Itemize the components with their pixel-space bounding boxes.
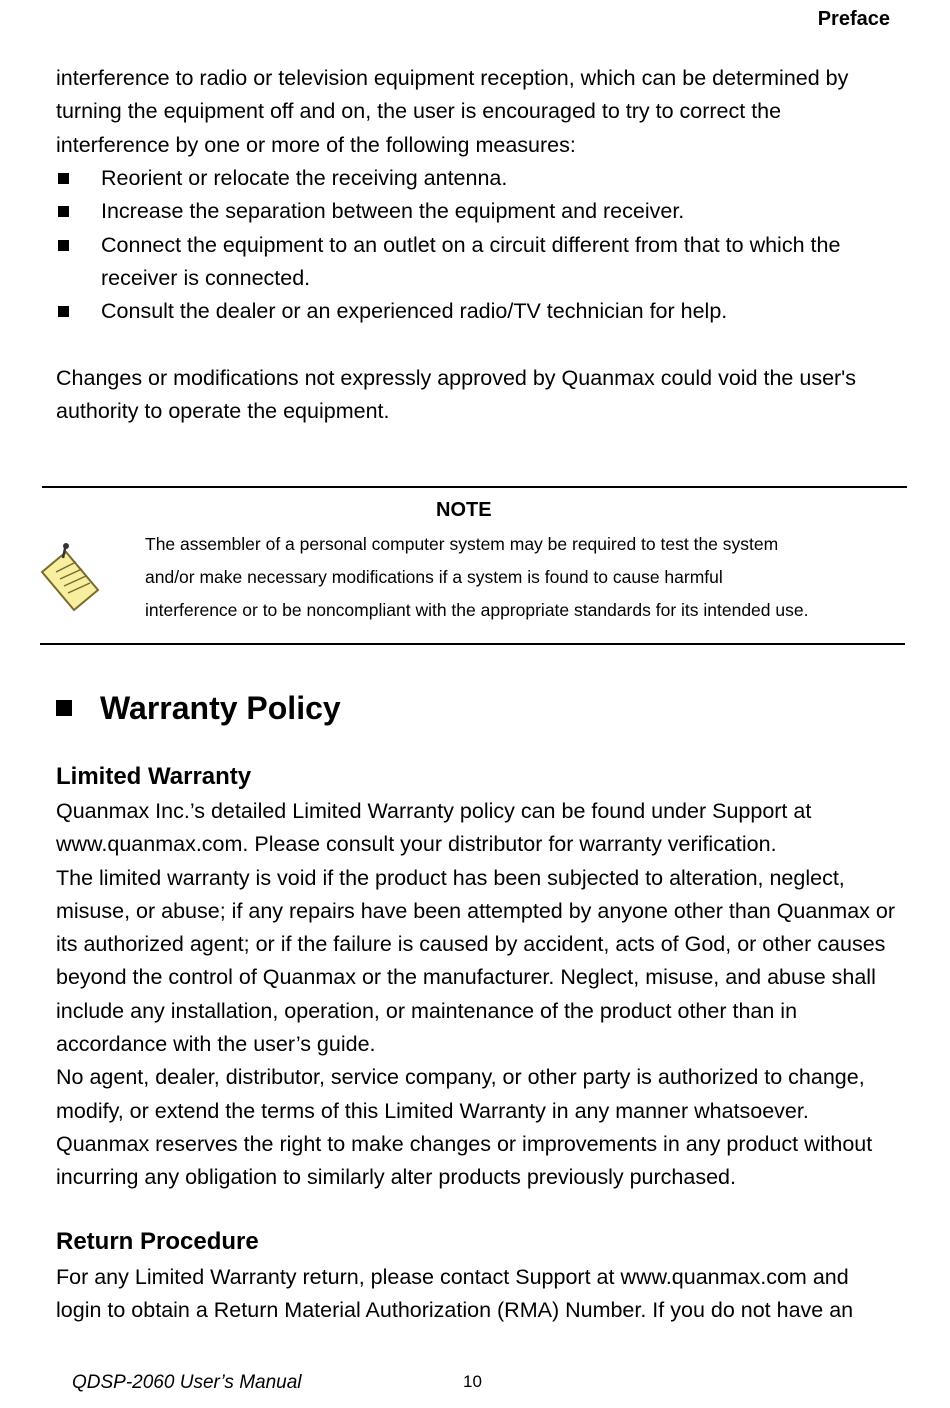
note-line: interference or to be noncompliant with the appropriate standards for its intended use. — [145, 600, 809, 620]
bullet-square-icon — [56, 700, 72, 716]
note-bottom-divider — [40, 643, 905, 645]
list-item: Connect the equipment to an outlet on a circuit different from that to which the receiver is connected. — [56, 229, 896, 296]
paragraph: The limited warranty is void if the product has been subjected to alteration, neglect, misuse, or abuse; if any repairs have been attempted by anyone other than Quanmax or its authorized agent; or if the failure is caused by accident, acts of God, or other causes beyond the control of Quanmax or the manufacturer. Neglect, misuse, and abuse shall include any installation, operation, or maintenance of the product other than in accordance with the user’s guide. — [56, 865, 895, 1057]
measures-list — [56, 162, 896, 328]
bullet-square-icon — [58, 173, 69, 184]
bullet-square-icon — [58, 240, 69, 251]
footer-manual-title: QDSP-2060 User’s Manual — [72, 1372, 302, 1393]
note-paper-icon — [36, 542, 106, 619]
note-top-divider — [42, 486, 907, 488]
note-line: and/or make necessary modifications if a system is found to cause harmful — [145, 567, 723, 587]
subheading-return-procedure: Return Procedure — [56, 1228, 259, 1255]
list-item: Consult the dealer or an experienced radio/TV technician for help. — [56, 295, 896, 328]
running-header: Preface — [817, 8, 890, 30]
limited-warranty-body — [56, 795, 896, 1195]
note-body — [145, 528, 865, 627]
note-line: The assembler of a personal computer system may be required to test the system — [145, 534, 779, 554]
bullet-square-icon — [58, 206, 69, 217]
list-item: Reorient or relocate the receiving antenna. — [56, 162, 896, 195]
page-number: 10 — [463, 1372, 482, 1391]
paragraph: Quanmax Inc.’s detailed Limited Warranty policy can be found under Support at www.quanmax.com. Please consult your distributor for warranty verification. — [56, 799, 812, 857]
bullet-square-icon — [58, 306, 69, 317]
intro-paragraph: interference to radio or television equipment reception, which can be determined by turning the equipment off and on, the user is encouraged to try to correct the interference by one or more of the following measures: — [56, 66, 849, 157]
paragraph: No agent, dealer, distributor, service company, or other party is authorized to change, modify, or extend the terms of this Limited Warranty in any manner whatsoever. Quanmax reserves the right to make changes or improvements in any product without incurring any obligation to similarly alter products previously purchased. — [56, 1065, 873, 1190]
note-title: NOTE — [436, 499, 492, 521]
section-heading: Warranty Policy — [56, 690, 341, 727]
changes-paragraph: Changes or modifications not expressly approved by Quanmax could void the user's authority to operate the equipment. — [56, 366, 857, 424]
list-item: Increase the separation between the equipment and receiver. — [56, 195, 896, 228]
return-paragraph: For any Limited Warranty return, please contact Support at www.quanmax.com and login to obtain a Return Material Authorization (RMA) Number. If you do not have an — [56, 1265, 854, 1323]
subheading-limited-warranty: Limited Warranty — [56, 763, 252, 790]
